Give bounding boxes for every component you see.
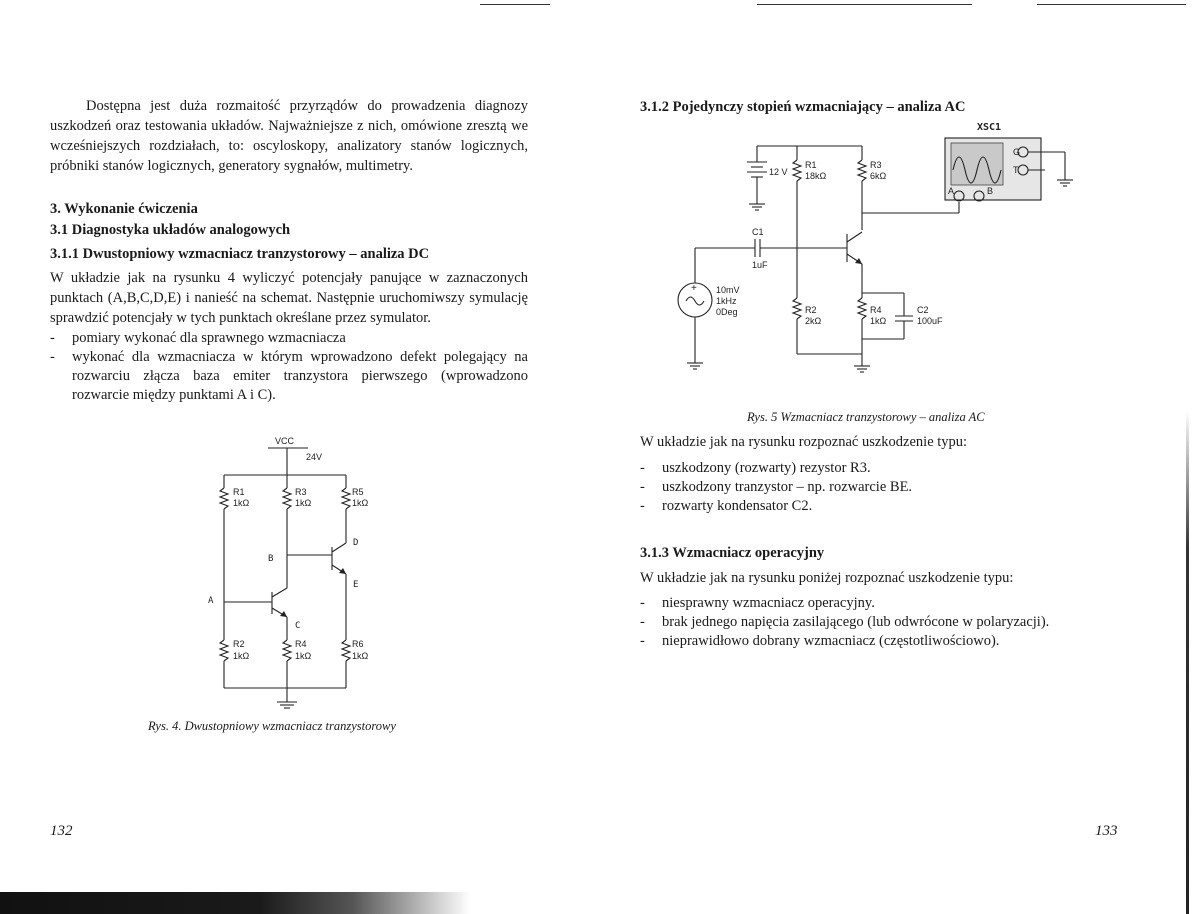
r6-name: R6 (352, 639, 364, 649)
scan-shadow (0, 892, 470, 914)
c2-name: C2 (917, 305, 929, 315)
point-c-label: C (295, 621, 301, 631)
list-item: - niesprawny wzmacniacz operacyjny. (640, 594, 1140, 613)
two-stage-amplifier-schematic (200, 430, 390, 720)
figure-4-caption: Rys. 4. Dwustopniowy wzmacniacz tranzystorowy (148, 719, 396, 733)
scope-t-label: T (1013, 165, 1019, 175)
r1-name: R1 (233, 487, 245, 497)
figure-5-caption: Rys. 5 Wzmacniacz tranzystorowy – analiza AC (747, 410, 985, 424)
vcc-label: VCC (275, 436, 295, 446)
dc-analysis-paragraph: W układzie jak na rysunku 4 wyliczyć potencjały panujące w zaznaczonych punktach (A,B,C,D,E) i nanieść na schemat. Następnie uruchomiwszy symulację sprawdzić potencjały w tych punktach określane przez symulator. (50, 270, 528, 326)
vcc-value: 24V (306, 452, 323, 462)
scan-edge (1186, 0, 1189, 914)
r4-value: 1kΩ (870, 316, 887, 326)
ac-fault-list (640, 459, 1120, 516)
list-item: - uszkodzony tranzystor – np. rozwarcie BE. (640, 478, 1120, 497)
r4-name: R4 (295, 639, 307, 649)
section-heading-3-1-2: 3.1.2 Pojedynczy stopień wzmacniający – analiza AC (640, 99, 966, 115)
c1-name: C1 (752, 227, 764, 237)
point-d-label: D (353, 538, 359, 548)
section-heading-3: 3. Wykonanie ćwiczenia (50, 201, 198, 217)
r2-name: R2 (233, 639, 245, 649)
scope-g-label: G (1013, 147, 1021, 157)
svg-text:+: + (691, 283, 697, 294)
r3-value: 6kΩ (870, 171, 887, 181)
r5-value: 1kΩ (352, 498, 369, 508)
ac-amplifier-schematic (667, 118, 1087, 383)
r6-value: 1kΩ (352, 651, 369, 661)
list-item: - uszkodzony (rozwarty) rezystor R3. (640, 459, 1120, 478)
source-amplitude: 10mV (716, 285, 740, 295)
r1-value: 1kΩ (233, 498, 250, 508)
battery-value: 12 V (769, 167, 788, 177)
r4-value: 1kΩ (295, 651, 312, 661)
scope-b-label: B (987, 186, 994, 196)
point-b-label: B (268, 554, 274, 564)
dc-task-list (50, 329, 528, 405)
ac-paragraph: W układzie jak na rysunku rozpoznać uszkodzenie typu: (640, 434, 968, 450)
point-a-label: A (208, 596, 214, 606)
r3-value: 1kΩ (295, 498, 312, 508)
top-rule (1037, 4, 1189, 5)
c1-value: 1uF (752, 260, 768, 270)
list-item: - wykonać dla wzmacniacza w którym wprowadzono defekt polegający na rozwarciu złącza baza emiter tranzystora pierwszego (wprowadzono rozwarcie między punktami A i C). (50, 348, 528, 405)
page-number-left: 132 (50, 823, 73, 839)
top-rule (757, 4, 972, 5)
r2-value: 2kΩ (805, 316, 822, 326)
r5-name: R5 (352, 487, 364, 497)
source-frequency: 1kHz (716, 296, 737, 306)
right-page (597, 0, 1193, 914)
scope-label: XSC1 (977, 122, 1002, 133)
list-item: - pomiary wykonać dla sprawnego wzmacniacza (50, 329, 528, 348)
r4-name: R4 (870, 305, 882, 315)
r1-value: 18kΩ (805, 171, 827, 181)
r3-name: R3 (870, 160, 882, 170)
c2-value: 100uF (917, 316, 943, 326)
r1-name: R1 (805, 160, 817, 170)
top-rule (480, 4, 550, 5)
page-number-right: 133 (1095, 823, 1118, 839)
list-item: - brak jednego napięcia zasilającego (lub odwrócone w polaryzacji). (640, 613, 1140, 632)
section-heading-3-1-3: 3.1.3 Wzmacniacz operacyjny (640, 545, 825, 561)
left-page (0, 0, 596, 914)
point-e-label: E (353, 580, 359, 590)
opamp-paragraph: W układzie jak na rysunku poniżej rozpoznać uszkodzenie typu: (640, 570, 1014, 586)
list-item: - rozwarty kondensator C2. (640, 497, 1120, 516)
scope-a-label: A (948, 186, 955, 196)
opamp-fault-list (640, 594, 1140, 651)
list-item: - nieprawidłowo dobrany wzmacniacz (częstotliwościowo). (640, 632, 1140, 651)
source-phase: 0Deg (716, 307, 738, 317)
section-heading-3-1-1: 3.1.1 Dwustopniowy wzmacniacz tranzystorowy – analiza DC (50, 246, 430, 262)
r3-name: R3 (295, 487, 307, 497)
intro-paragraph: Dostępna jest duża rozmaitość przyrządów do prowadzenia diagnozy uszkodzeń oraz testowania układów. Najważniejsze z nich, omówione zresztą we wcześniejszych rozdziałach, to: oscyloskopy, analizatory stanów logicznych, próbniki stanów logicznych, generatory sygnałów, multimetry. (50, 98, 528, 174)
r2-value: 1kΩ (233, 651, 250, 661)
section-heading-3-1: 3.1 Diagnostyka układów analogowych (50, 222, 291, 238)
r2-name: R2 (805, 305, 817, 315)
